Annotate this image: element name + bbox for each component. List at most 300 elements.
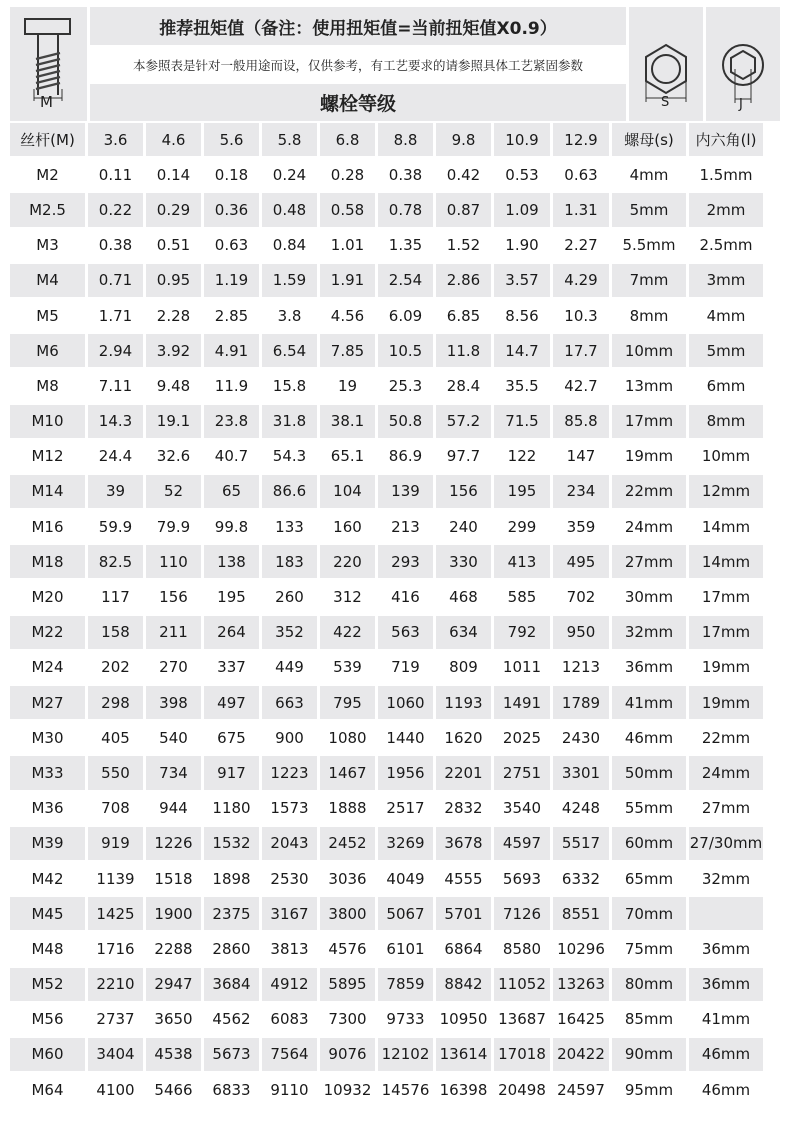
row-size-cell: M2.5 xyxy=(10,193,85,226)
table-cell: 30mm xyxy=(612,580,686,613)
table-cell: 0.58 xyxy=(320,193,375,226)
table-cell: 1956 xyxy=(378,756,433,789)
reference-note: 本参照表是针对一般用途而设，仅供参考，有工艺要求的请参照具体工艺紧固参数 xyxy=(90,48,626,82)
table-cell: 3301 xyxy=(553,756,609,789)
row-size-cell: M56 xyxy=(10,1003,85,1036)
table-cell: 1223 xyxy=(262,756,317,789)
table-cell: 9076 xyxy=(320,1038,375,1071)
table-cell: 1.52 xyxy=(436,229,491,262)
table-row xyxy=(10,686,780,719)
table-cell: 734 xyxy=(146,756,201,789)
table-cell: 36mm xyxy=(612,651,686,684)
table-cell: 5.5mm xyxy=(612,229,686,262)
table-cell: 2.27 xyxy=(553,229,609,262)
table-cell: 2751 xyxy=(494,756,550,789)
table-cell: 86.9 xyxy=(378,440,433,473)
column-header: 内六角(l) xyxy=(689,123,763,156)
table-cell: 38.1 xyxy=(320,405,375,438)
table-cell: 9733 xyxy=(378,1003,433,1036)
nut-diagram-cell xyxy=(629,7,703,121)
table-cell: 32.6 xyxy=(146,440,201,473)
row-size-cell: M5 xyxy=(10,299,85,332)
table-row xyxy=(10,827,780,860)
table-cell: 2288 xyxy=(146,932,201,965)
table-cell: 1226 xyxy=(146,827,201,860)
table-cell: 156 xyxy=(436,475,491,508)
bolt-diameter-label: M xyxy=(40,93,53,111)
table-cell: 31.8 xyxy=(262,405,317,438)
torque-table xyxy=(10,123,780,1108)
table-cell: 12mm xyxy=(689,475,763,508)
row-size-cell: M60 xyxy=(10,1038,85,1071)
table-cell: 202 xyxy=(88,651,143,684)
column-header: 9.8 xyxy=(436,123,491,156)
table-cell: 55mm xyxy=(612,792,686,825)
table-cell: 1180 xyxy=(204,792,259,825)
table-cell: 17018 xyxy=(494,1038,550,1071)
table-cell: 17mm xyxy=(689,616,763,649)
table-cell: 160 xyxy=(320,510,375,543)
table-cell: 449 xyxy=(262,651,317,684)
column-header-size: 丝杆(M) xyxy=(10,123,85,156)
table-cell: 8842 xyxy=(436,968,491,1001)
row-size-cell: M33 xyxy=(10,756,85,789)
table-cell: 2.28 xyxy=(146,299,201,332)
table-cell: 330 xyxy=(436,545,491,578)
table-cell: 32mm xyxy=(612,616,686,649)
table-cell: 1888 xyxy=(320,792,375,825)
table-cell: 0.78 xyxy=(378,193,433,226)
table-cell: 0.22 xyxy=(88,193,143,226)
table-row xyxy=(10,369,780,402)
table-cell: 10296 xyxy=(553,932,609,965)
table-cell: 0.84 xyxy=(262,229,317,262)
table-cell: 0.29 xyxy=(146,193,201,226)
table-cell: 5mm xyxy=(612,193,686,226)
table-cell: 405 xyxy=(88,721,143,754)
table-cell: 3.92 xyxy=(146,334,201,367)
table-cell: 1789 xyxy=(553,686,609,719)
table-cell: 10.3 xyxy=(553,299,609,332)
table-cell: 1.01 xyxy=(320,229,375,262)
table-cell: 0.51 xyxy=(146,229,201,262)
table-cell: 3813 xyxy=(262,932,317,965)
table-cell: 5895 xyxy=(320,968,375,1001)
table-cell: 41mm xyxy=(612,686,686,719)
table-cell: 359 xyxy=(553,510,609,543)
table-cell: 17mm xyxy=(612,405,686,438)
table-row xyxy=(10,932,780,965)
table-cell: 147 xyxy=(553,440,609,473)
table-cell: 110 xyxy=(146,545,201,578)
table-cell: 25.3 xyxy=(378,369,433,402)
table-cell: 497 xyxy=(204,686,259,719)
table-cell: 195 xyxy=(494,475,550,508)
table-cell: 1.91 xyxy=(320,264,375,297)
table-cell: 1193 xyxy=(436,686,491,719)
table-cell: 6083 xyxy=(262,1003,317,1036)
table-cell: 27/30mm xyxy=(689,827,763,860)
table-row xyxy=(10,756,780,789)
table-cell: 28.4 xyxy=(436,369,491,402)
table-cell: 183 xyxy=(262,545,317,578)
table-cell: 900 xyxy=(262,721,317,754)
table-cell: 2430 xyxy=(553,721,609,754)
table-cell: 40.7 xyxy=(204,440,259,473)
table-cell: 1.90 xyxy=(494,229,550,262)
table-cell: 90mm xyxy=(612,1038,686,1071)
table-cell: 17.7 xyxy=(553,334,609,367)
table-cell: 0.38 xyxy=(378,158,433,191)
table-cell: 337 xyxy=(204,651,259,684)
table-cell: 24.4 xyxy=(88,440,143,473)
table-cell: 2517 xyxy=(378,792,433,825)
table-cell: 50mm xyxy=(612,756,686,789)
table-row xyxy=(10,580,780,613)
table-cell: 539 xyxy=(320,651,375,684)
column-header: 8.8 xyxy=(378,123,433,156)
table-cell: 8mm xyxy=(689,405,763,438)
table-cell: 2.94 xyxy=(88,334,143,367)
table-cell: 11.9 xyxy=(204,369,259,402)
table-cell: 2043 xyxy=(262,827,317,860)
bolt-diagram-cell xyxy=(10,7,87,121)
table-cell: 138 xyxy=(204,545,259,578)
table-cell: 211 xyxy=(146,616,201,649)
table-cell: 0.71 xyxy=(88,264,143,297)
table-cell: 2530 xyxy=(262,862,317,895)
table-cell: 7.85 xyxy=(320,334,375,367)
table-cell: 13mm xyxy=(612,369,686,402)
table-row xyxy=(10,299,780,332)
table-cell: 2947 xyxy=(146,968,201,1001)
table-cell: 585 xyxy=(494,580,550,613)
row-size-cell: M39 xyxy=(10,827,85,860)
table-cell: 4555 xyxy=(436,862,491,895)
row-size-cell: M20 xyxy=(10,580,85,613)
table-cell: 46mm xyxy=(612,721,686,754)
table-row xyxy=(10,897,780,930)
table-cell: 14.7 xyxy=(494,334,550,367)
table-cell: 3.8 xyxy=(262,299,317,332)
table-cell: 0.24 xyxy=(262,158,317,191)
row-size-cell: M2 xyxy=(10,158,85,191)
table-cell: 4.91 xyxy=(204,334,259,367)
table-row xyxy=(10,1038,780,1071)
table-cell: 540 xyxy=(146,721,201,754)
table-cell: 139 xyxy=(378,475,433,508)
table-cell: 6332 xyxy=(553,862,609,895)
table-cell: 17mm xyxy=(689,580,763,613)
table-cell: 6833 xyxy=(204,1073,259,1106)
table-cell: 7859 xyxy=(378,968,433,1001)
table-row xyxy=(10,721,780,754)
table-row xyxy=(10,334,780,367)
table-cell: 4mm xyxy=(689,299,763,332)
table-cell: 5067 xyxy=(378,897,433,930)
table-cell: 14mm xyxy=(689,510,763,543)
table-cell: 1.59 xyxy=(262,264,317,297)
table-cell: 3167 xyxy=(262,897,317,930)
table-cell: 792 xyxy=(494,616,550,649)
table-cell: 352 xyxy=(262,616,317,649)
table-cell: 702 xyxy=(553,580,609,613)
table-cell: 11.8 xyxy=(436,334,491,367)
table-cell: 65mm xyxy=(612,862,686,895)
table-cell: 1139 xyxy=(88,862,143,895)
table-cell: 563 xyxy=(378,616,433,649)
table-cell: 6.85 xyxy=(436,299,491,332)
table-header-row xyxy=(10,123,780,156)
table-cell: 5673 xyxy=(204,1038,259,1071)
table-cell: 1011 xyxy=(494,651,550,684)
table-cell: 8mm xyxy=(612,299,686,332)
table-cell: 10932 xyxy=(320,1073,375,1106)
table-cell: 3684 xyxy=(204,968,259,1001)
hex-socket-diagram-icon xyxy=(706,7,780,121)
table-cell: 220 xyxy=(320,545,375,578)
table-row xyxy=(10,264,780,297)
table-cell: 20422 xyxy=(553,1038,609,1071)
table-cell: 944 xyxy=(146,792,201,825)
table-cell: 5693 xyxy=(494,862,550,895)
table-cell: 54.3 xyxy=(262,440,317,473)
table-cell: 299 xyxy=(494,510,550,543)
table-row xyxy=(10,229,780,262)
table-row xyxy=(10,1073,780,1106)
table-cell: 23.8 xyxy=(204,405,259,438)
table-cell: 27mm xyxy=(689,792,763,825)
table-cell: 1440 xyxy=(378,721,433,754)
table-cell: 0.38 xyxy=(88,229,143,262)
table-cell: 19mm xyxy=(689,686,763,719)
table-cell: 2860 xyxy=(204,932,259,965)
table-cell: 1.09 xyxy=(494,193,550,226)
table-cell: 3650 xyxy=(146,1003,201,1036)
table-cell: 16398 xyxy=(436,1073,491,1106)
table-cell: 298 xyxy=(88,686,143,719)
table-cell: 264 xyxy=(204,616,259,649)
table-row xyxy=(10,405,780,438)
table-title: 推荐扭矩值（备注：使用扭矩值=当前扭矩值X0.9） xyxy=(90,7,626,45)
row-size-cell: M4 xyxy=(10,264,85,297)
hex-socket-size-label: J xyxy=(739,97,743,112)
table-cell: 795 xyxy=(320,686,375,719)
table-cell: 4538 xyxy=(146,1038,201,1071)
table-cell: 234 xyxy=(553,475,609,508)
table-cell: 919 xyxy=(88,827,143,860)
table-cell: 4.56 xyxy=(320,299,375,332)
table-row xyxy=(10,510,780,543)
table-cell: 1518 xyxy=(146,862,201,895)
column-header: 5.6 xyxy=(204,123,259,156)
table-cell: 7mm xyxy=(612,264,686,297)
table-cell: 6mm xyxy=(689,369,763,402)
table-cell: 1573 xyxy=(262,792,317,825)
table-row xyxy=(10,792,780,825)
table-cell: 260 xyxy=(262,580,317,613)
table-cell: 9.48 xyxy=(146,369,201,402)
table-cell: 0.95 xyxy=(146,264,201,297)
table-cell: 4049 xyxy=(378,862,433,895)
table-cell: 19mm xyxy=(612,440,686,473)
row-size-cell: M42 xyxy=(10,862,85,895)
row-size-cell: M22 xyxy=(10,616,85,649)
table-cell: 10.5 xyxy=(378,334,433,367)
table-cell: 7564 xyxy=(262,1038,317,1071)
table-cell: 1900 xyxy=(146,897,201,930)
table-cell: 4562 xyxy=(204,1003,259,1036)
column-header: 螺母(s) xyxy=(612,123,686,156)
row-size-cell: M52 xyxy=(10,968,85,1001)
table-cell: 5466 xyxy=(146,1073,201,1106)
table-cell: 36mm xyxy=(689,968,763,1001)
table-cell: 156 xyxy=(146,580,201,613)
table-cell: 59.9 xyxy=(88,510,143,543)
table-cell: 195 xyxy=(204,580,259,613)
row-size-cell: M16 xyxy=(10,510,85,543)
table-cell: 60mm xyxy=(612,827,686,860)
table-cell: 0.18 xyxy=(204,158,259,191)
table-cell: 10mm xyxy=(612,334,686,367)
table-cell: 5517 xyxy=(553,827,609,860)
table-cell: 13687 xyxy=(494,1003,550,1036)
table-cell: 2452 xyxy=(320,827,375,860)
table-cell: 104 xyxy=(320,475,375,508)
table-cell: 3mm xyxy=(689,264,763,297)
table-cell: 82.5 xyxy=(88,545,143,578)
table-cell: 19mm xyxy=(689,651,763,684)
table-cell: 0.53 xyxy=(494,158,550,191)
table-cell: 27mm xyxy=(612,545,686,578)
table-row xyxy=(10,862,780,895)
table-cell: 7126 xyxy=(494,897,550,930)
table-cell: 1467 xyxy=(320,756,375,789)
table-cell: 57.2 xyxy=(436,405,491,438)
table-cell: 14mm xyxy=(689,545,763,578)
row-size-cell: M24 xyxy=(10,651,85,684)
table-cell: 2737 xyxy=(88,1003,143,1036)
table-cell: 1620 xyxy=(436,721,491,754)
row-size-cell: M45 xyxy=(10,897,85,930)
table-cell: 46mm xyxy=(689,1073,763,1106)
table-cell: 7.11 xyxy=(88,369,143,402)
table-cell: 122 xyxy=(494,440,550,473)
table-cell: 16425 xyxy=(553,1003,609,1036)
row-size-cell: M36 xyxy=(10,792,85,825)
table-cell: 4912 xyxy=(262,968,317,1001)
bolt-grade-title: 螺栓等级 xyxy=(90,84,626,121)
table-cell: 65.1 xyxy=(320,440,375,473)
table-cell: 1532 xyxy=(204,827,259,860)
table-cell: 11052 xyxy=(494,968,550,1001)
table-cell: 1716 xyxy=(88,932,143,965)
table-cell: 0.63 xyxy=(553,158,609,191)
table-cell: 3404 xyxy=(88,1038,143,1071)
table-cell: 3800 xyxy=(320,897,375,930)
table-cell: 2.86 xyxy=(436,264,491,297)
table-cell: 2375 xyxy=(204,897,259,930)
table-cell: 213 xyxy=(378,510,433,543)
table-cell: 7300 xyxy=(320,1003,375,1036)
table-cell: 39 xyxy=(88,475,143,508)
table-cell: 24mm xyxy=(612,510,686,543)
table-row xyxy=(10,616,780,649)
table-cell: 809 xyxy=(436,651,491,684)
table-row xyxy=(10,158,780,191)
table-cell: 0.36 xyxy=(204,193,259,226)
table-row xyxy=(10,1003,780,1036)
row-size-cell: M18 xyxy=(10,545,85,578)
row-size-cell: M6 xyxy=(10,334,85,367)
table-cell: 6864 xyxy=(436,932,491,965)
table-cell: 0.42 xyxy=(436,158,491,191)
table-row xyxy=(10,968,780,1001)
table-cell: 2.85 xyxy=(204,299,259,332)
table-cell: 19.1 xyxy=(146,405,201,438)
row-size-cell: M30 xyxy=(10,721,85,754)
table-cell: 24597 xyxy=(553,1073,609,1106)
column-header: 6.8 xyxy=(320,123,375,156)
table-cell: 1213 xyxy=(553,651,609,684)
table-cell: 65 xyxy=(204,475,259,508)
table-cell: 35.5 xyxy=(494,369,550,402)
table-cell: 14576 xyxy=(378,1073,433,1106)
table-cell: 22mm xyxy=(689,721,763,754)
table-cell: 1.71 xyxy=(88,299,143,332)
table-cell: 917 xyxy=(204,756,259,789)
table-cell: 2.54 xyxy=(378,264,433,297)
table-row xyxy=(10,545,780,578)
table-cell: 1491 xyxy=(494,686,550,719)
table-row xyxy=(10,440,780,473)
table-cell: 708 xyxy=(88,792,143,825)
table-cell: 550 xyxy=(88,756,143,789)
row-size-cell: M14 xyxy=(10,475,85,508)
table-cell: 3269 xyxy=(378,827,433,860)
table-cell: 99.8 xyxy=(204,510,259,543)
table-cell: 4248 xyxy=(553,792,609,825)
table-cell: 8580 xyxy=(494,932,550,965)
table-cell: 5701 xyxy=(436,897,491,930)
table-cell: 413 xyxy=(494,545,550,578)
table-cell: 2mm xyxy=(689,193,763,226)
table-cell: 75mm xyxy=(612,932,686,965)
table-cell: 3.57 xyxy=(494,264,550,297)
table-cell: 4.29 xyxy=(553,264,609,297)
table-cell: 70mm xyxy=(612,897,686,930)
table-cell: 12102 xyxy=(378,1038,433,1071)
table-cell: 79.9 xyxy=(146,510,201,543)
hex-socket-diagram-cell xyxy=(706,7,780,121)
table-cell: 468 xyxy=(436,580,491,613)
table-cell: 13263 xyxy=(553,968,609,1001)
table-cell: 20498 xyxy=(494,1073,550,1106)
table-cell: 6.09 xyxy=(378,299,433,332)
torque-reference-sheet xyxy=(10,7,780,1099)
table-cell: 398 xyxy=(146,686,201,719)
table-cell: 0.11 xyxy=(88,158,143,191)
row-size-cell: M10 xyxy=(10,405,85,438)
table-cell: 0.14 xyxy=(146,158,201,191)
table-cell: 1898 xyxy=(204,862,259,895)
table-cell: 2210 xyxy=(88,968,143,1001)
table-cell: 9110 xyxy=(262,1073,317,1106)
table-cell: 270 xyxy=(146,651,201,684)
table-cell: 8551 xyxy=(553,897,609,930)
table-cell: 158 xyxy=(88,616,143,649)
table-cell: 0.28 xyxy=(320,158,375,191)
